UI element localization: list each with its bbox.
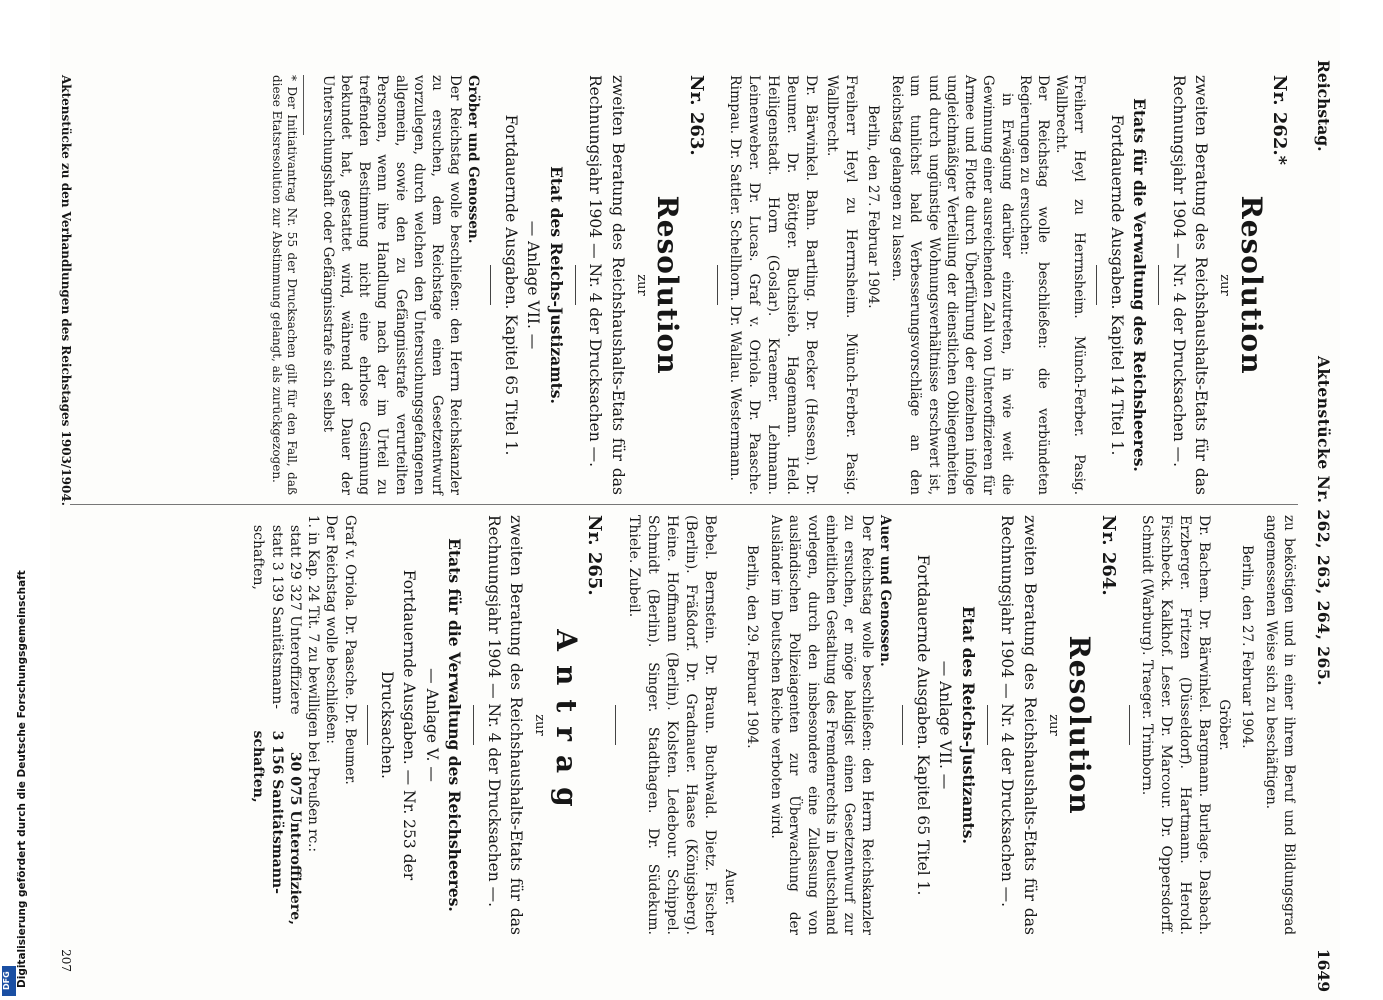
doc264-fort: Fortdauernde Ausgaben. Kapitel 65 Titel 1. [913, 554, 932, 896]
column-divider [70, 504, 1298, 505]
separator [1096, 265, 1097, 305]
doc263-movers: Gröber und Genossen. [465, 75, 482, 244]
doc265-etat: Etats für die Verwaltung des Reichsheeres. [445, 538, 465, 912]
doc265-lead: zweiten Beratung des Reichshaushalts-Etats für das Rechnungsjahr 1904 — Nr. 4 der Drucksachen —. [484, 515, 526, 935]
footnote-rule [303, 75, 304, 135]
separator [575, 265, 576, 305]
doc262-number: Nr. 262.* [1269, 75, 1290, 166]
doc264-lead: zweiten Beratung des Reichshaushalts-Etats für das Rechnungsjahr 1904 — Nr. 4 der Drucksachen —. [998, 515, 1039, 935]
page-footer [54, 75, 74, 992]
doc264-body: Der Reichstag wolle beschließen: den Herrn Reichskanzler zu ersuchen, er möge baldigst einen Gesetzentwurf zur einheitlichen Gestaltung des Fremdenrechts in Deutschland vorlegen, durch den insbesondere eine Zulassung von ausländischen Polizeiagenten zur Überwachung der Ausländer im Deutschen Reiche verboten wird. [768, 515, 876, 935]
doc265-number: Nr. 265. [584, 515, 606, 596]
footer-title: Aktenstücke zu den Verhandlungen des Reichstages 1903/1904. [59, 75, 73, 506]
row-new: 30 075 Unteroffiziere, [286, 751, 303, 925]
header-left: Reichstag. [1314, 60, 1333, 152]
doc262-cont-date: Berlin, den 27. Februar 1904. [1238, 545, 1255, 749]
doc262-signers: Dr. Bärwinkel. Bahn. Bartling. Dr. Becker (Hessen). Dr. Beumer. Dr. Böttger. Buchsieb. Hagemann. Held. Heiligenstadt. Horn (Goslar). Kraemer. Lehmann. Leinenweber. Dr. Lucas. Graf v. Oriola. Dr. Paasche. Rimpau. Dr. Sattler. Schellhorn. Dr. Wallau. Westermann. [727, 75, 819, 495]
doc263-fort: Fortdauernde Ausgaben. Kapitel 65 Titel 1. [501, 114, 520, 456]
doc264-date: Berlin, den 29. Februar 1904. [743, 545, 760, 749]
row-old: statt 3 139 Sanitätsmann-schaften, [250, 525, 285, 709]
doc264-heading: Resolution [1063, 635, 1097, 815]
separator [987, 705, 988, 745]
doc262-cont-sign: Gröber. [1216, 699, 1233, 751]
doc263-number: Nr. 263. [685, 75, 707, 156]
doc264-signers: Bebel. Bernstein. Dr. Braun. Buchwald. Dietz. Fischer (Berlin). Fräßdorf. Dr. Gradnauer. Haase (Königsberg). Heine. Hoffmann (Berlin). Kolsten. Ledebour. Schippel. Schmidt (Berlin). Singer. Stadthagen. Dr. Südekum. Thiele. Zubeil. [625, 515, 718, 935]
row-new: 3 156 Sanitätsmann-schaften, [250, 730, 285, 894]
doc262-movers: Freiherr Heyl zu Herrnsheim. Münch-Ferber. Pasig. Wallbrecht. [1053, 75, 1088, 495]
table-row [249, 525, 285, 925]
row-old: statt 29 327 Unteroffiziere [286, 525, 303, 715]
doc262-date: Berlin, den 27. Februar 1904. [864, 105, 881, 309]
doc262-zur: zur [1217, 274, 1233, 296]
doc262-signers-head: Freiherr Heyl zu Herrnsheim. Münch-Ferber. Pasig. Wallbrecht. [823, 75, 859, 495]
separator [1129, 705, 1130, 745]
doc263-anlage: — Anlage VII. — [524, 220, 543, 350]
doc265-anlage: — Anlage V. — [422, 668, 441, 782]
doc262-body: in Erwägung darüber einzutreten, in wie weit die Gewinnung einer ausreichenden Zahl von Unteroffizieren für Armee und Flotte durch Überführung der einzelnen infolge ungleichmäßiger Verteilung der dienstlichen Obliegenheiten und durch ungünstige Wohnungsverhältnisse erschwert ist, um tunlichst bald Verbesserungsvorschläge an den Reichstag gelangen zu lassen. [889, 75, 1015, 495]
page-header [1304, 60, 1334, 992]
separator [615, 705, 616, 745]
separator [367, 705, 368, 745]
doc265-movers: Graf v. Oriola. Dr. Paasche. Dr. Beumer. [341, 515, 358, 785]
doc263-zur: zur [633, 274, 649, 296]
doc262-etat: Etats für die Verwaltung des Reichsheeres. [1130, 98, 1150, 472]
doc265-zur: zur [532, 714, 548, 736]
digitization-credit: Digitalisierung gefördert durch die Deutsche Forschungsgemeinschaft [16, 570, 28, 988]
doc262-fort: Fortdauernde Ausgaben. Kapitel 14 Titel 1. [1107, 114, 1126, 456]
document-page [50, 0, 1340, 1000]
doc262-lead: zweiten Beratung des Reichshaushalts-Etats für das Rechnungsjahr 1904 — Nr. 4 der Drucksachen —. [1169, 75, 1211, 495]
separator [490, 265, 491, 305]
doc264-sign: Auer. [721, 869, 738, 905]
footnote: * Der Initiativantrag Nr. 55 der Drucksachen gilt für den Fall, daß diese Etatsresolution zur Abstimmung gelangt, als zurückgezogen. [269, 75, 300, 495]
dfg-logo: DFG [2, 966, 16, 996]
doc264-etat: Etat des Reichs-Justizamts. [958, 606, 978, 844]
doc265-fort: Fortdauernde Ausgaben. — Nr. 253 der Drucksachen. [377, 569, 419, 881]
separator [902, 705, 903, 745]
separator [1158, 265, 1159, 305]
separator [473, 705, 474, 745]
sheet-number: 207 [59, 949, 73, 972]
doc265-item: 1. in Kap. 24 Tit. 7 zu bewilligen bei Preußen rc.: [305, 515, 322, 852]
doc263-lead: zweiten Beratung des Reichshaushalts-Etats für das Rechnungsjahr 1904 — Nr. 4 der Drucksachen —. [586, 75, 627, 495]
doc264-movers: Auer und Genossen. [877, 515, 894, 667]
doc262-cont-signers: Dr. Bachem. Dr. Bärwinkel. Bargmann. Burlage. Dasbach. Erzberger. Fritzen (Düsseldorf). Hartmann. Herold. Fischbeck. Kalkhof. Leser. Dr. Marcour. Dr. Oppersdorff. Schmidt (Warburg). Traeger. Trimborn. [1139, 515, 1213, 935]
doc262-heading: Resolution [1234, 195, 1268, 375]
column-right [62, 515, 1298, 935]
doc265-intro: Der Reichstag wolle beschließen: [323, 515, 340, 744]
doc263-etat: Etat des Reichs-Justizamts. [546, 166, 566, 404]
doc262-cont-body: zu beköstigen und in einer ihrem Beruf und Bildungsgrad angemessenen Weise sich zu beschäftigen. [1262, 515, 1297, 935]
doc265-heading: Antrag [549, 629, 583, 821]
doc264-number: Nr. 264. [1097, 515, 1119, 596]
separator [717, 265, 718, 305]
doc263-body: Der Reichstag wolle beschließen: den Herrn Reichskanzler zu ersuchen, dem Reichstage einen Gesetzentwurf vorzulegen, durch welchen den Untersuchungsgefangenen allgemein, sowie den zu Gefängnisstrafe verurteilten Personen, wenn ihre Handlung nach der im Urteil zu treffenden Bestimmung nicht eine ehrlose Gesinnung bekundet hat, gestattet wird, während der Dauer der Untersuchungshaft oder Gefängnisstrafe sich selbst [319, 75, 464, 495]
column-left [62, 75, 1298, 495]
page-number: 1649 [1314, 948, 1333, 992]
doc262-intro: Der Reichstag wolle beschließen: die verbündeten Regierungen zu ersuchen: [1016, 75, 1051, 495]
doc263-heading: Resolution [651, 195, 685, 375]
table-row [286, 525, 304, 925]
doc264-anlage: — Anlage VII. — [936, 660, 955, 790]
header-center: Aktenstücke Nr. 262, 263, 264, 265. [1314, 355, 1333, 687]
doc264-zur: zur [1045, 714, 1061, 736]
